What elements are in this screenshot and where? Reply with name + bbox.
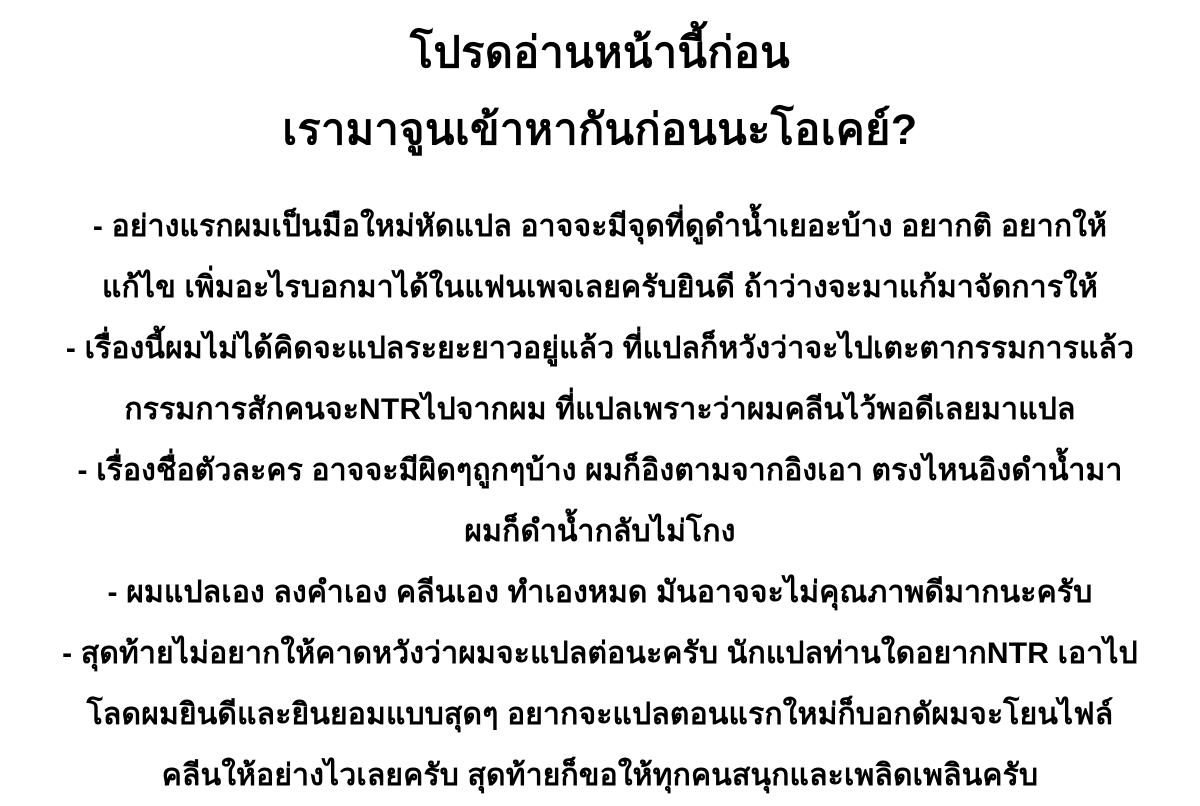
note-line: แก้ไข เพิ่มอะไรบอกมาได้ในแฟนเพจเลยครับยินดี ถ้าว่างจะมาแก้มาจัดการให้ (102, 271, 1098, 304)
note-line: - อย่างแรกผมเป็นมือใหม่หัดแปล อาจจะมีจุดที่ดูดำน้ำเยอะบ้าง อยากติ อยากให้ (92, 210, 1108, 243)
note-line: - เรื่องนี้ผมไม่ได้คิดจะแปลระยะยาวอยู่แล้ว ที่แปลก็หวังว่าจะไปเตะตากรรมการแล้ว (65, 332, 1135, 365)
page-title-line-1: โปรดอ่านหน้านี้ก่อน (409, 29, 791, 77)
note-line: โลดผมยินดีและยินยอมแบบสุดๆ อยากจะแปลตอนแรกใหม่ก็บอกดัผมจะโยนไฟล์ (86, 698, 1114, 731)
note-line: - ผมแปลเอง ลงคำเอง คลีนเอง ทำเองหมด มันอาจจะไม่คุณภาพดีมากนะครับ (107, 576, 1093, 609)
note-line: กรรมการสักคนจะNTRไปจากผม ที่แปลเพราะว่าผมคลีนไว้พอดีเลยมาแปล (124, 393, 1076, 426)
note-body (16, 196, 1184, 806)
note-line: คลีนให้อย่างไวเลยครับ สุดท้ายก็ขอให้ทุกคนสนุกและเพลิดเพลินครับ (161, 759, 1039, 792)
note-line: - สุดท้ายไม่อยากให้คาดหวังว่าผมจะแปลต่อนะครับ นักแปลท่านใดอยากNTR เอาไป (62, 637, 1138, 670)
note-line: - เรื่องชื่อตัวละคร อาจจะมีผิดๆถูกๆบ้าง ผมก็อิงตามจากอิงเอา ตรงไหนอิงดำน้ำมา (77, 454, 1123, 487)
page-title-line-2: เรามาจูนเข้าหากันก่อนนะโอเคย์? (282, 106, 918, 154)
note-line: ผมก็ดำน้ำกลับไม่โกง (464, 515, 736, 548)
